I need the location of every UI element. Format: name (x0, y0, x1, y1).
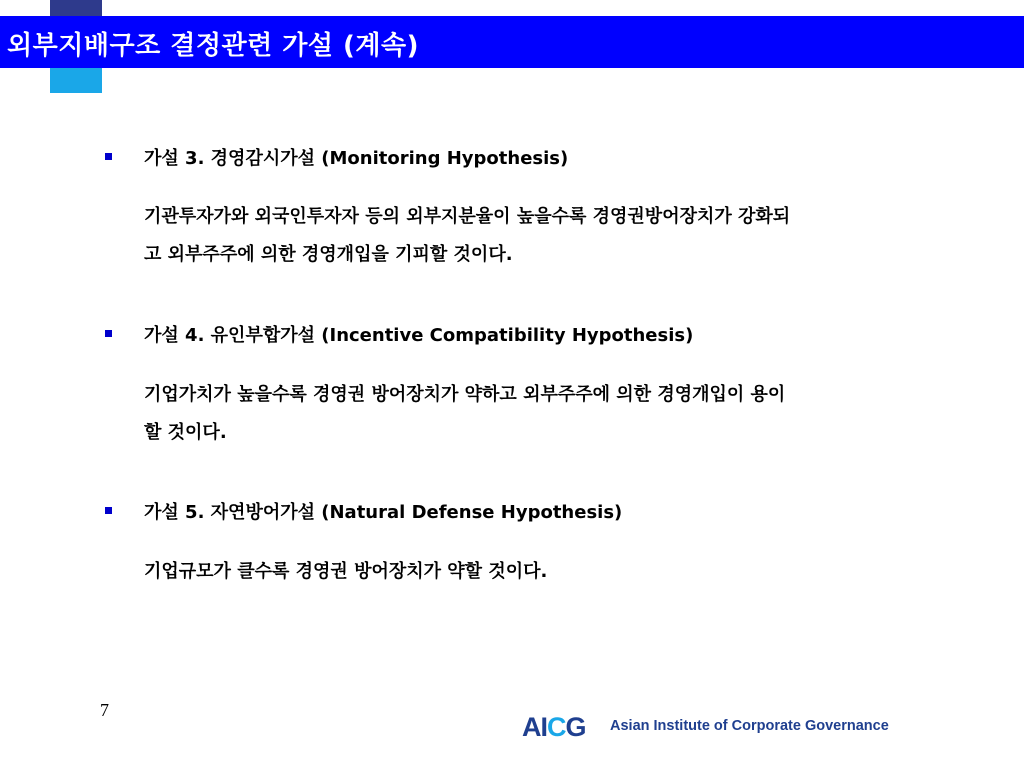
slide-title: 외부지배구조 결정관련 가설 (계속) (7, 31, 420, 61)
hypothesis-heading: 가설 3. 경영감시가설 (Monitoring Hypothesis) (144, 148, 569, 169)
description-line: 기관투자가와 외국인투자자 등의 외부지분율이 높을수록 경영권방어장치가 강화되 (144, 206, 791, 227)
hypothesis-description (144, 376, 984, 452)
hypothesis-description (144, 553, 984, 591)
description-line: 할 것이다. (144, 422, 227, 443)
title-bar (0, 16, 1024, 68)
hypothesis-description (144, 198, 984, 274)
square-bullet-icon (105, 507, 112, 514)
organization-name: Asian Institute of Corporate Governance (610, 718, 889, 734)
logo-mark: AICG (522, 712, 586, 742)
hypothesis-heading: 가설 5. 자연방어가설 (Natural Defense Hypothesis) (144, 502, 623, 523)
hypothesis-heading: 가설 4. 유인부합가설 (Incentive Compatibility Hypothesis) (144, 325, 694, 346)
description-line: 기업규모가 클수록 경영권 방어장치가 약할 것이다. (144, 561, 548, 582)
decorative-square-top (50, 0, 102, 16)
description-line: 기업가치가 높을수록 경영권 방어장치가 약하고 외부주주에 의한 경영개입이 용이 (144, 384, 786, 405)
square-bullet-icon (105, 330, 112, 337)
description-line: 고 외부주주에 의한 경영개입을 기피할 것이다. (144, 244, 513, 265)
page-number: 7 (100, 700, 109, 720)
decorative-square-bottom (50, 68, 102, 93)
square-bullet-icon (105, 153, 112, 160)
